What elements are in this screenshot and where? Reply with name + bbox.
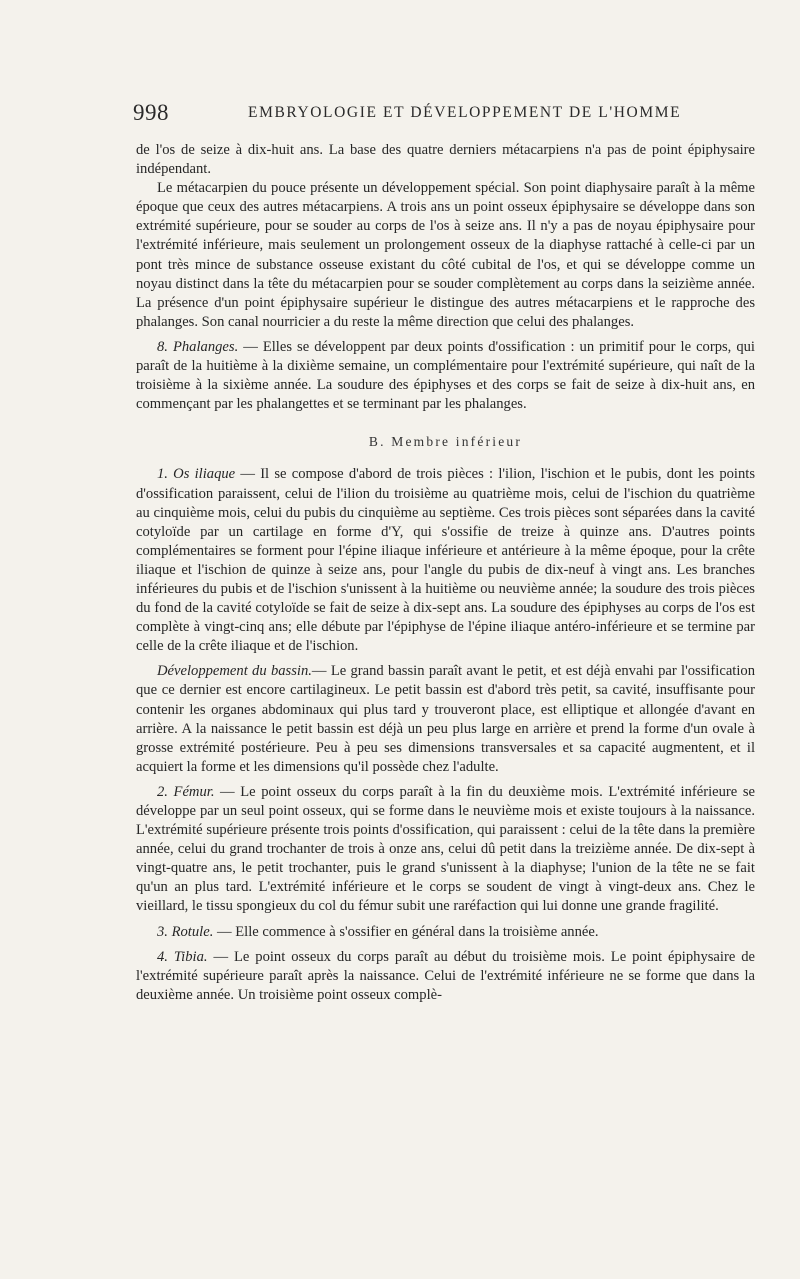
page-number: 998 [133, 100, 169, 125]
paragraph-text: Le métacarpien du pouce présente un développement spécial. Son point diaphysaire paraît à la même époque que ceux des autres métacarpiens. A trois ans un point osseux épiphysaire se développe dans son extrémité supérieure, pour se souder au corps de l'os à seize ans. Il n'y a pas de noyau épiphysaire pour l'extrémité inférieure, mais seulement un prolongement osseux de la diaphyse rattaché à celle-ci par un pont très mince de substance osseuse existant du côté cubital de l'os, et qui se développe comme un noyau distinct dans la tête du métacarpien pour se souder complètement au corps dans la seizième année. La présence d'un point épiphysaire supérieur le distingue des autres métacarpiens et le rapproche des phalanges. Son canal nourricier a du reste la même direction que celui des phalanges. [136, 180, 755, 330]
paragraph-lead: 8. Phalanges. [157, 338, 239, 355]
running-head [133, 100, 754, 124]
paragraph [136, 141, 755, 179]
paragraph-text: — Elle commence à s'ossifier en général dans la troisième année. [213, 923, 599, 940]
paragraph [136, 783, 755, 917]
section-heading: B. Membre inférieur [368, 434, 523, 450]
running-title: EMBRYOLOGIE ET DÉVELOPPEMENT DE L'HOMME [248, 104, 682, 121]
paragraph [136, 948, 755, 1005]
paragraph-lead: 4. Tibia. [157, 948, 208, 965]
paragraph-text: — Il se compose d'abord de trois pièces : l'ilion, l'ischion et le pubis, dont les points d'ossification paraissent, celui de l'ilion du troisième au quatrième mois, celui de l'ischion du quatrième au cinquième mois, celui du pubis du cinquième au septième. Ces trois pièces sont séparées dans la cavité cotyloïde par un cartilage en forme d'Y, qui s'ossifie de treize à quinze ans. D'autres points complémentaires se forment pour l'épine iliaque inférieure et antérieure à la même époque, pour la crête iliaque et l'ischion de quinze à seize ans, pour l'angle du pubis de dix-neuf à vingt ans. Les branches inférieures du pubis et de l'ischion s'unissent à la huitième ou neuvième année; la soudure des trois pièces du fond de la cavité cotyloïde se fait de seize à dix-sept ans. La soudure des épiphyses au corps de l'os est complète à vingt-cinq ans; elle débute par l'épiphyse de l'épine iliaque antéro-inférieure et se termine par celle de la crête iliaque et de l'ischion. [136, 466, 756, 655]
paragraph-text: — Le point osseux du corps paraît au début du troisième mois. Le point épiphysaire de l'extrémité supérieure paraît après la naissance. Celui de l'extrémité inférieure ne se forme que dans la deuxième année. Un troisième point osseux complè- [136, 948, 755, 1003]
paragraph [136, 662, 755, 777]
paragraph [136, 923, 755, 942]
paragraph-text: de l'os de seize à dix-huit ans. La base des quatre derniers métacarpiens n'a pas de point épiphysaire indépendant. [136, 142, 755, 178]
paragraph-lead: Développement du bassin. [157, 663, 312, 680]
paragraph [136, 338, 755, 414]
paragraph-lead: 1. Os iliaque [157, 466, 236, 483]
paragraph-text: — Le point osseux du corps paraît à la fin du deuxième mois. L'extrémité inférieure se développe par un seul point osseux, qui se forme dans le neuvième mois et existe toujours à la naissance. L'extrémité supérieure présente trois points d'ossification, qui paraissent : celui de la tête dans la première année, celui du grand trochanter de trois à onze ans, celui dû petit dans la treizième année. De dix-sept à vingt-quatre ans, le petit trochanter, puis le grand s'unissent à la diaphyse; l'union de la tête ne se fait qu'un an plus tard. L'extrémité inférieure et le corps se soudent de vingt à vingt-deux ans. Chez le vieillard, le tissu spongieux du col du fémur subit une raréfaction qui lui donne une grande fragilité. [136, 783, 756, 915]
paragraph [136, 179, 755, 332]
paragraph-lead: 3. Rotule. [157, 923, 214, 940]
paragraph [136, 465, 755, 656]
paragraph-lead: 2. Fémur. [157, 783, 215, 800]
paragraph-text: — Le grand bassin paraît avant le petit, et est déjà envahi par l'ossification que ce dernier est encore cartilagineux. Le petit bassin est d'abord très petit, sa cavité, insuffisante pour contenir les organes abdominaux qui plus tard y trouveront place, est elliptique et allongée d'avant en arrière. A la naissance le petit bassin est déjà un peu plus large en arrière et prend la forme d'un ovale à grosse extrémité postérieure. Peu à peu ses dimensions transversales et sa capacité augmentent, et il acquiert la forme et les dimensions qu'il possède chez l'adulte. [136, 663, 756, 775]
body-text [136, 141, 755, 1005]
paragraph-text: — Elles se développent par deux points d'ossification : un primitif pour le corps, qui paraît de la huitième à la dixième semaine, un complémentaire pour l'extrémité supérieure, qui naît de la troisième à la sixième année. La soudure des épiphyses et des corps se fait de seize à dix-huit ans, en commençant par les phalangettes et se terminant par les phalanges. [136, 338, 755, 413]
